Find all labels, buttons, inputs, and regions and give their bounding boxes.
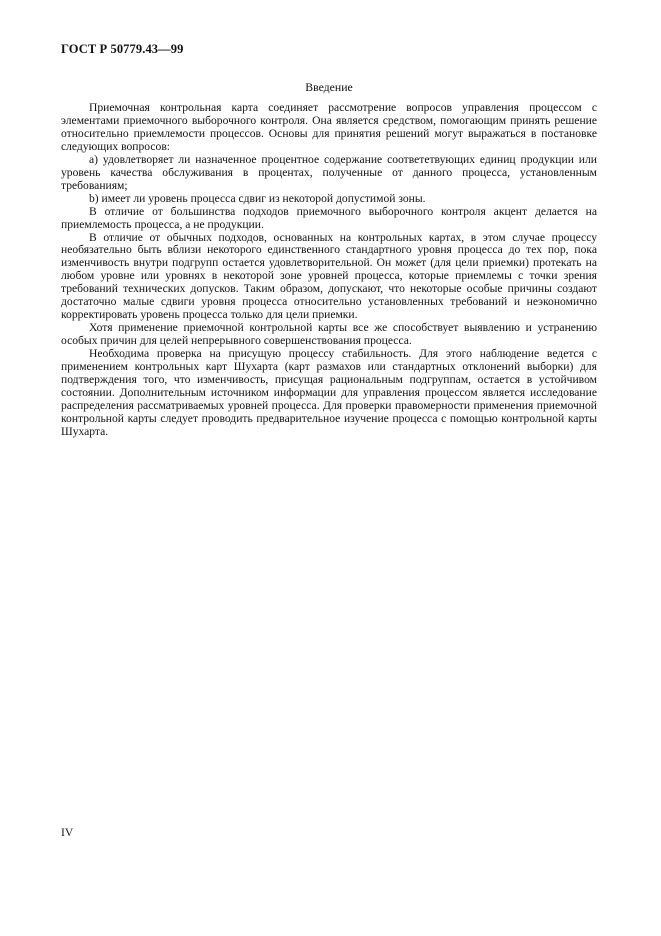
paragraph-question-b: b) имеет ли уровень процесса сдвиг из некоторой допустимой зоны. — [89, 191, 426, 205]
paragraph-process-levels: В отличие от обычных подходов, основанных на контрольных картах, в этом случае процессу необязательно быть вблизи некоторого единственного стандартного уровня процесса до тех пор, пока изменчивость внутри подгрупп остается удовлетворительной. Он может (для цели приемки) протекать на любом уровне или уровнях в некоторой зоне уровней процесса, которые приемлемы с точки зрения требований технических допусков. Таким образом, допускают, что некоторые особые причины создают достаточно малые сдвиги уровня процесса относительно установленных требований и неэкономично корректировать уровень процесса только для цели приемки. — [61, 230, 597, 322]
section-title: Введение — [305, 80, 353, 94]
paragraph-special-causes: Хотя применение приемочной контрольной карты все же способствует выявлению и устранению особых причин для целей непрерывного совершенствования процесса. — [61, 321, 597, 348]
paragraph-acceptance-focus: В отличие от большинства подходов приемочного выборочного контроля акцент делается на приемлемость процесса, а не продукции. — [61, 204, 597, 231]
page-number: IV — [61, 826, 74, 839]
paragraph-stability-check: Необходима проверка на присущую процессу стабильность. Для этого наблюдение ведется с применением контрольных карт Шухарта (карт размахов или стандартных отклонений выборки) для подтверждения того, что изменчивость, присущая рациональным подгруппам, остается в устойчивом состоянии. Дополнительным источником информации для управления процессом является исследование распределения рассматриваемых уровней процесса. Для проверки правомерности применения приемочной контрольной карты следует проводить предварительное изучение процесса с помощью контрольной карты Шухарта. — [61, 347, 597, 438]
paragraph-question-a: а) удовлетворяет ли назначенное процентное содержание соответетвующих единиц продукции или уровень качества обслуживания в процентах, полученные от данного процесса, установленным требованиям; — [61, 152, 597, 192]
paragraph-intro: Приемочная контрольная карта соединяет рассмотрение вопросов управления процессом с элементами приемочного выборочного контроля. Она является средством, помогающим принять решение относительно приемлемости процессов. Основы для принятия решений могут выражаться в постановке следующих вопросов: — [61, 101, 597, 153]
document-header: ГОСТ Р 50779.43—99 — [61, 42, 184, 56]
document-body — [61, 102, 597, 439]
